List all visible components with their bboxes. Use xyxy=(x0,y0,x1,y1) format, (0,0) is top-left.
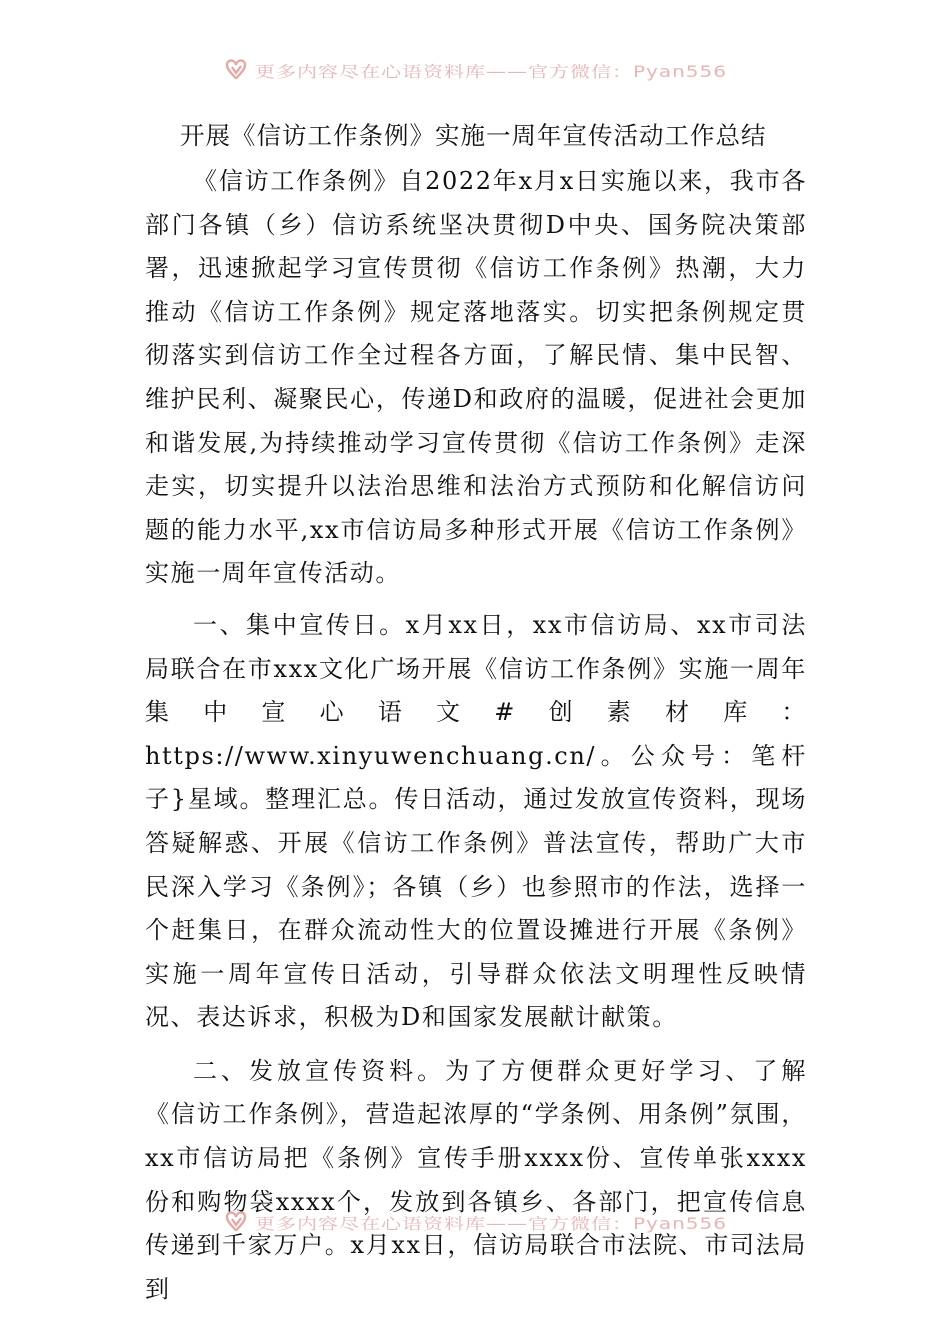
watermark-footer xyxy=(0,1206,950,1238)
watermark-text: 更多内容尽在心语资料库——官方微信：Pyan556 xyxy=(254,61,727,81)
paragraph-intro: 《信访工作条例》自2022年x月x日实施以来，我市各部门各镇（乡）信访系统坚决贯彻D中央、国务院决策部署，迅速掀起学习宣传贯彻《信访工作条例》热潮，大力推动《信访工作条例》规定落地落实。切实把条例规定贯彻落实到信访工作全过程各方面，了解民情、集中民智、维护民利、凝聚民心，传递D和政府的温暖，促进社会更加和谐发展,为持续推动学习宣传贯彻《信访工作条例》走深走实，切实提升以法治思维和法治方式预防和化解信访问题的能力水平,xx市信访局多种形式开展《信访工作条例》实施一周年宣传活动。 xyxy=(145,167,807,588)
watermark-text: 更多内容尽在心语资料库——官方微信：Pyan556 xyxy=(254,1213,727,1233)
watermark-logo-icon xyxy=(223,57,249,83)
watermark-logo-icon xyxy=(223,1209,249,1235)
document-body xyxy=(145,116,807,1321)
paragraph-section-two: 二、发放宣传资料。为了方便群众更好学习、了解《信访工作条例》，营造起浓厚的“学条例、用条例”氛围，xx市信访局把《条例》宣传手册xxxx份、宣传单张xxxx份和购物袋xxxx个，发放到各镇乡、各部门，把宣传信息传递到千家万户。x月xx日，信访局联合市法院、市司法局到 xyxy=(145,1056,807,1303)
document-title: 开展《信访工作条例》实施一周年宣传活动工作总结 xyxy=(180,121,767,150)
paragraph-section-one: 一、集中宣传日。x月xx日，xx市信访局、xx市司法局联合在市xxx文化广场开展《信访工作条例》实施一周年集中宣心语文#创素材库：https://www.xinyuwenchuang.cn/。公众号：笔杆子}星域。整理汇总。传日活动，通过发放宣传资料，现场答疑解惑、开展《信访工作条例》普法宣传，帮助广大市民深入学习《条例》；各镇（乡）也参照市的作法，选择一个赶集日，在群众流动性大的位置设摊进行开展《条例》实施一周年宣传日活动，引导群众依法文明理性反映情况、表达诉求，积极为D和国家发展献计献策。 xyxy=(145,610,807,1032)
watermark-header xyxy=(0,54,950,86)
